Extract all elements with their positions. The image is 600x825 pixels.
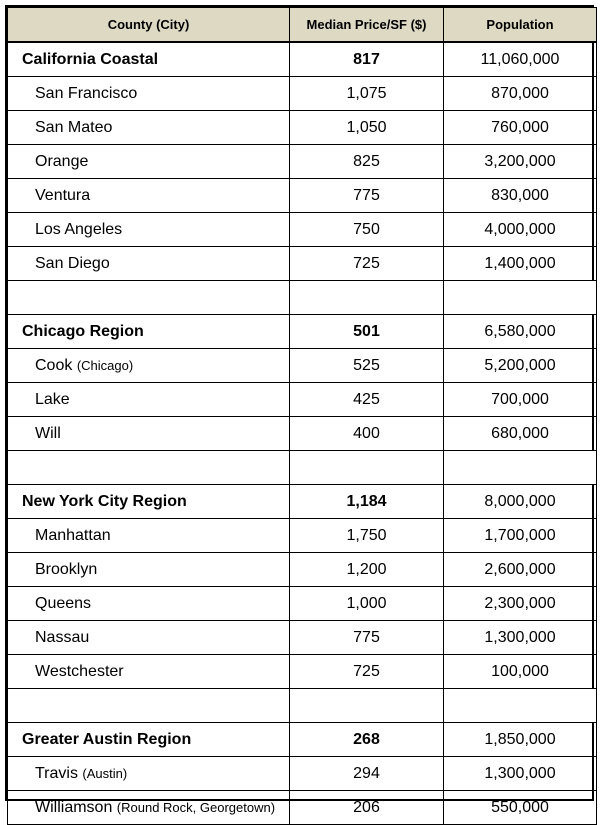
county-cell [8,145,290,179]
county-name: Ventura [35,186,91,204]
region-population: 1,850,000 [444,723,597,757]
spacer-cell [290,281,444,315]
county-name: Cook [35,356,73,374]
county-name: San Francisco [35,84,138,102]
county-city-note: (Round Rock, Georgetown) [116,799,276,815]
county-population: 870,000 [444,77,597,111]
region-median-price: 1,184 [290,485,444,519]
spacer-cell [290,689,444,723]
table-row [8,77,597,111]
county-population: 100,000 [444,655,597,689]
table-row [8,349,597,383]
spacer-cell [290,451,444,485]
header-county: County (City) [8,8,290,43]
spacer-cell [444,451,597,485]
table-row [8,247,597,281]
spacer-cell [444,281,597,315]
table-row [8,519,597,553]
county-median-price: 1,050 [290,111,444,145]
header-row [8,8,597,43]
county-population: 1,300,000 [444,757,597,791]
table-row [8,655,597,689]
spacer-row [8,689,597,723]
region-population: 8,000,000 [444,485,597,519]
spacer-cell [8,451,290,485]
header-median-price: Median Price/SF ($) [290,8,444,43]
county-median-price: 825 [290,145,444,179]
county-population: 550,000 [444,791,597,825]
county-name: Nassau [35,628,90,646]
county-cell [8,621,290,655]
county-median-price: 425 [290,383,444,417]
table-row [8,553,597,587]
county-cell [8,553,290,587]
county-median-price: 1,750 [290,519,444,553]
table-row [8,417,597,451]
county-name: Brooklyn [35,560,98,578]
county-population: 1,700,000 [444,519,597,553]
region-row [8,485,597,519]
county-cell [8,383,290,417]
county-median-price: 1,200 [290,553,444,587]
county-name: Manhattan [35,526,111,544]
table-row [8,179,597,213]
county-median-price: 725 [290,247,444,281]
region-row [8,723,597,757]
county-median-price: 775 [290,179,444,213]
region-median-price: 268 [290,723,444,757]
county-name: Will [35,424,61,442]
county-median-price: 294 [290,757,444,791]
county-median-price: 1,075 [290,77,444,111]
county-cell [8,655,290,689]
county-cell [8,349,290,383]
table-row [8,213,597,247]
county-name: Westchester [35,662,124,680]
county-name: Los Angeles [35,220,123,238]
county-cell [8,213,290,247]
county-median-price: 1,000 [290,587,444,621]
county-median-price: 206 [290,791,444,825]
spacer-cell [444,689,597,723]
table-row [8,111,597,145]
price-table-frame [5,5,594,816]
region-population: 6,580,000 [444,315,597,349]
county-cell [8,247,290,281]
region-name: Greater Austin Region [8,723,290,757]
spacer-cell [8,689,290,723]
county-population: 760,000 [444,111,597,145]
spacer-row [8,281,597,315]
table-row [8,791,597,825]
spacer-cell [8,281,290,315]
table-row [8,757,597,791]
region-row [8,42,597,77]
table-row [8,145,597,179]
county-cell [8,519,290,553]
spacer-row [8,451,597,485]
county-name: Orange [35,152,89,170]
county-city-note: (Chicago) [76,357,134,373]
county-name: Travis [35,764,78,782]
header-population: Population [444,8,597,43]
table-row [8,587,597,621]
county-cell [8,587,290,621]
region-name: California Coastal [8,42,290,77]
county-cell [8,757,290,791]
county-name: San Mateo [35,118,113,136]
county-cell [8,111,290,145]
county-population: 2,600,000 [444,553,597,587]
region-name: New York City Region [8,485,290,519]
county-population: 4,000,000 [444,213,597,247]
county-cell [8,791,290,825]
table-row [8,621,597,655]
county-population: 830,000 [444,179,597,213]
county-cell [8,179,290,213]
county-population: 2,300,000 [444,587,597,621]
county-median-price: 725 [290,655,444,689]
county-population: 680,000 [444,417,597,451]
county-median-price: 775 [290,621,444,655]
region-median-price: 817 [290,42,444,77]
county-cell [8,417,290,451]
county-population: 5,200,000 [444,349,597,383]
price-table [7,7,597,825]
table-header [8,8,597,43]
county-median-price: 400 [290,417,444,451]
county-city-note: (Austin) [82,765,128,781]
region-median-price: 501 [290,315,444,349]
county-name: Williamson [35,798,113,816]
county-median-price: 750 [290,213,444,247]
county-population: 1,400,000 [444,247,597,281]
county-name: Queens [35,594,92,612]
region-population: 11,060,000 [444,42,597,77]
table-body [8,42,597,825]
region-name: Chicago Region [8,315,290,349]
region-row [8,315,597,349]
table-row [8,383,597,417]
county-population: 700,000 [444,383,597,417]
county-name: San Diego [35,254,110,272]
county-population: 1,300,000 [444,621,597,655]
county-name: Lake [35,390,70,408]
county-cell [8,77,290,111]
county-population: 3,200,000 [444,145,597,179]
county-median-price: 525 [290,349,444,383]
